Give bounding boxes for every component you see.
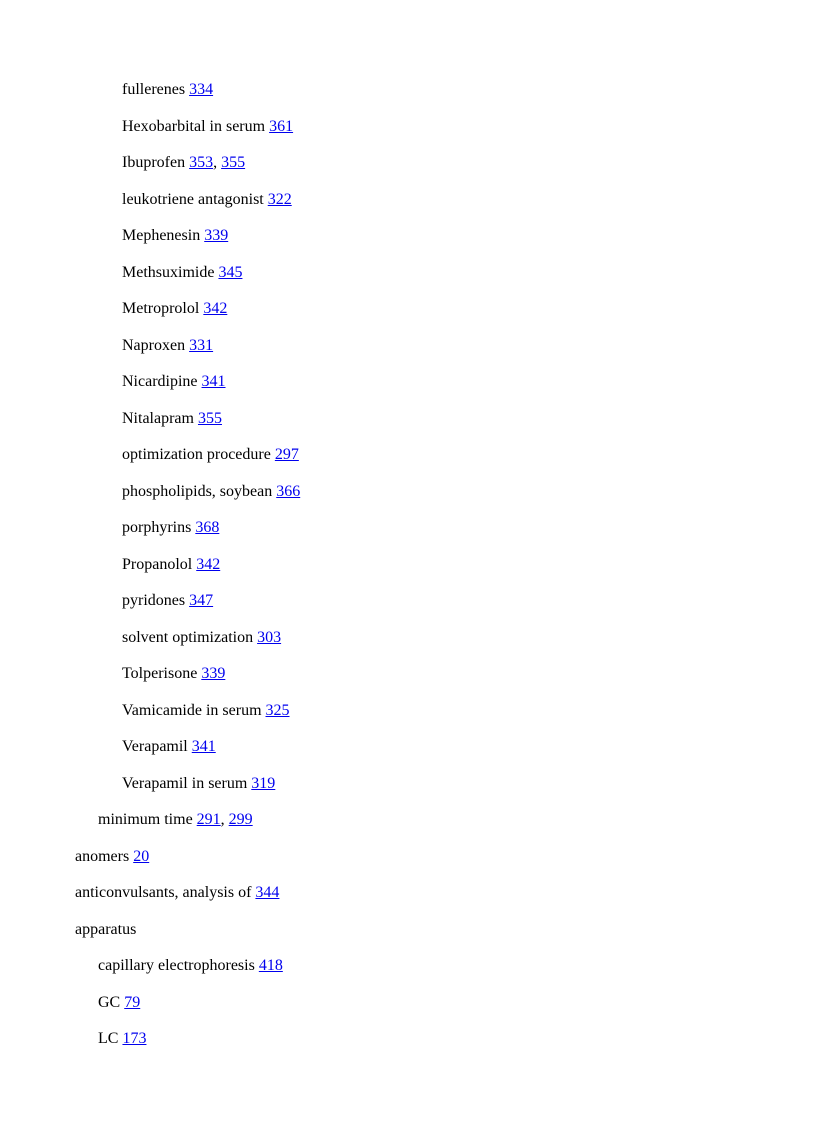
index-term: anomers bbox=[75, 847, 130, 865]
index-entry bbox=[75, 846, 149, 868]
page-link[interactable]: 303 bbox=[257, 628, 282, 646]
page-link[interactable]: 368 bbox=[195, 519, 220, 536]
index-term: Verapamil in serum bbox=[122, 774, 248, 792]
page-link[interactable]: 299 bbox=[228, 811, 253, 828]
page-link[interactable]: 173 bbox=[122, 1030, 147, 1047]
page-link[interactable]: 334 bbox=[189, 81, 214, 98]
page-link[interactable]: 341 bbox=[191, 738, 216, 755]
index-term: porphyrins bbox=[122, 519, 192, 536]
page-link[interactable]: 319 bbox=[251, 774, 276, 792]
page-link[interactable]: 366 bbox=[276, 482, 301, 500]
page-link[interactable]: 344 bbox=[255, 884, 280, 901]
page-link[interactable]: 353 bbox=[189, 154, 214, 171]
index-entry bbox=[122, 262, 242, 284]
page-link[interactable]: 20 bbox=[133, 847, 150, 865]
page-link[interactable]: 339 bbox=[201, 665, 226, 682]
index-term: optimization procedure bbox=[122, 446, 271, 463]
index-entry bbox=[122, 517, 219, 539]
index-entry bbox=[98, 1028, 146, 1050]
index-entry bbox=[122, 736, 216, 758]
index-term: capillary electrophoresis bbox=[98, 957, 255, 974]
index-term: Methsuximide bbox=[122, 263, 215, 281]
index-term: Vamicamide in serum bbox=[122, 701, 262, 719]
index-term: Nitalapram bbox=[122, 409, 194, 427]
index-entry bbox=[122, 189, 292, 211]
index-term: pyridones bbox=[122, 592, 186, 609]
page-link[interactable]: 291 bbox=[196, 811, 221, 828]
index-entry bbox=[122, 79, 213, 101]
index-entry bbox=[122, 481, 300, 503]
page-link[interactable]: 79 bbox=[124, 993, 141, 1011]
index-term: Ibuprofen bbox=[122, 154, 186, 171]
index-entry: minimum time 291, 299 bbox=[98, 811, 253, 828]
index-entry bbox=[98, 992, 140, 1014]
index-entry bbox=[98, 955, 283, 977]
page-link[interactable]: 355 bbox=[221, 154, 246, 171]
index-term: Nicardipine bbox=[122, 373, 198, 390]
index-entry bbox=[122, 371, 226, 393]
index-term: Hexobarbital in serum bbox=[122, 117, 266, 135]
page-link[interactable]: 347 bbox=[189, 592, 214, 609]
index-entry bbox=[122, 554, 220, 576]
index-entry bbox=[122, 116, 293, 138]
page-link[interactable]: 322 bbox=[267, 190, 292, 208]
index-entry bbox=[122, 225, 228, 247]
page-link[interactable]: 297 bbox=[274, 446, 299, 463]
index-term: Tolperisone bbox=[122, 665, 198, 682]
index-entry bbox=[122, 335, 213, 357]
page-link[interactable]: 325 bbox=[265, 701, 290, 719]
index-entry bbox=[122, 663, 225, 685]
page-link[interactable]: 342 bbox=[203, 300, 228, 317]
page-link[interactable]: 361 bbox=[269, 117, 294, 135]
page-link[interactable]: 345 bbox=[218, 263, 243, 281]
index-term: Naproxen bbox=[122, 336, 186, 354]
page-link[interactable]: 331 bbox=[189, 336, 214, 354]
index-entry bbox=[122, 408, 222, 430]
index-entry: Ibuprofen 353, 355 bbox=[122, 154, 246, 171]
index-term: GC bbox=[98, 993, 121, 1011]
index-entry bbox=[75, 882, 279, 904]
index-term: minimum time bbox=[98, 811, 193, 828]
page-link[interactable]: 355 bbox=[197, 409, 222, 427]
page-link[interactable]: 418 bbox=[258, 957, 283, 974]
index-term: phospholipids, soybean bbox=[122, 482, 273, 500]
page-link[interactable]: 341 bbox=[201, 373, 226, 390]
index-term: leukotriene antagonist bbox=[122, 190, 264, 208]
index-entry bbox=[122, 298, 227, 320]
index-entry bbox=[122, 627, 281, 649]
index-term: Propanolol bbox=[122, 555, 193, 573]
page-link[interactable]: 342 bbox=[196, 555, 221, 573]
index-entry bbox=[122, 773, 275, 795]
index-term: fullerenes bbox=[122, 81, 186, 98]
index-entry bbox=[122, 590, 213, 612]
index-term: anticonvulsants, analysis of bbox=[75, 884, 252, 901]
index-entry bbox=[122, 444, 299, 466]
index-term: Verapamil bbox=[122, 738, 188, 755]
index-term: apparatus bbox=[75, 920, 137, 938]
index-term: solvent optimization bbox=[122, 628, 254, 646]
index-term: Mephenesin bbox=[122, 227, 201, 244]
index-entry bbox=[122, 700, 290, 722]
index-term: LC bbox=[98, 1030, 119, 1047]
index-term: Metroprolol bbox=[122, 300, 200, 317]
page-link[interactable]: 339 bbox=[204, 227, 229, 244]
index-entry bbox=[75, 919, 136, 941]
